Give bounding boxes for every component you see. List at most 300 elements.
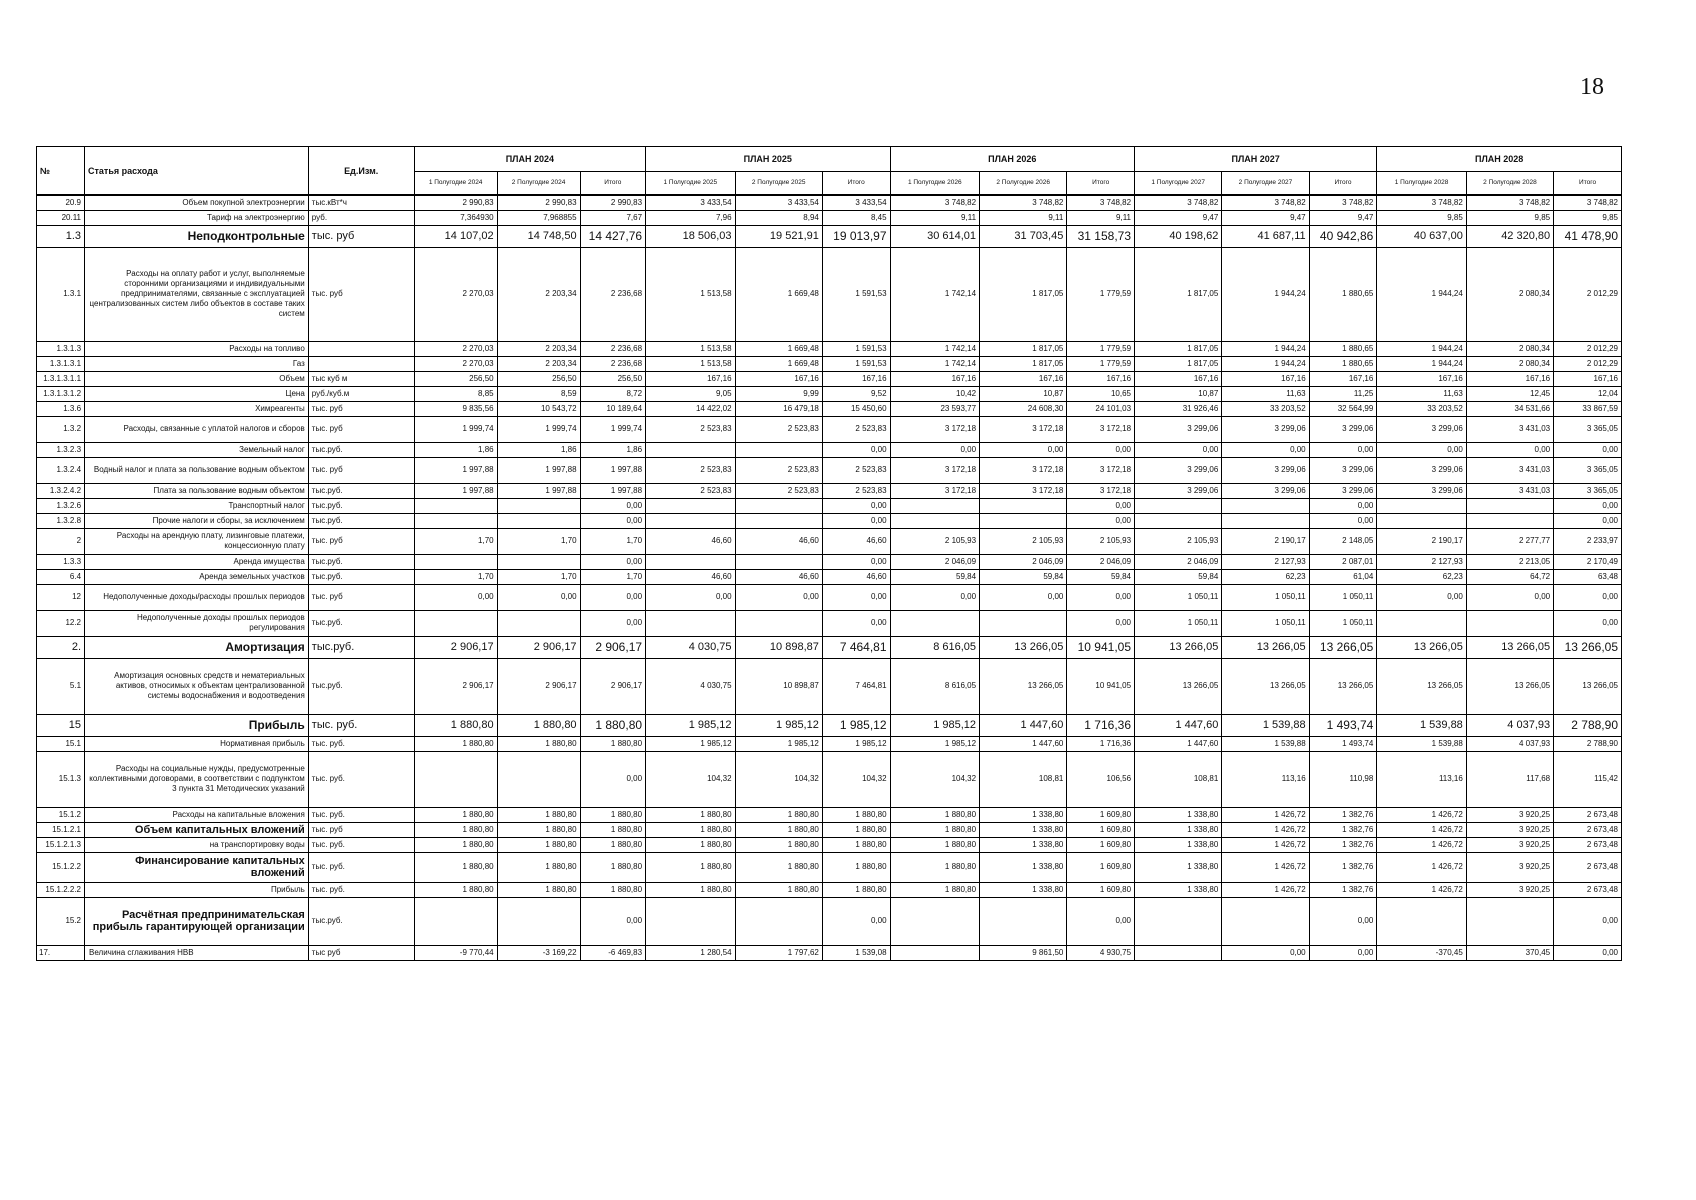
row-code: 1.3.2 [37, 416, 85, 442]
value-cell: 9,47 [1135, 210, 1222, 225]
value-cell: 0,00 [1222, 442, 1309, 457]
value-cell [1135, 897, 1222, 945]
value-cell: 370,45 [1466, 945, 1553, 960]
row-name: Аренда имущества [85, 554, 309, 569]
total-cell: 10 189,64 [580, 401, 645, 416]
value-cell: 104,32 [646, 751, 736, 807]
value-cell: 7,968855 [497, 210, 580, 225]
table-row [37, 554, 1622, 569]
value-cell: 11,63 [1222, 386, 1309, 401]
row-name: на транспортировку воды [85, 837, 309, 852]
value-cell: 1 338,80 [980, 882, 1067, 897]
value-cell [1466, 610, 1553, 636]
row-code: 20.11 [37, 210, 85, 225]
value-cell [1135, 945, 1222, 960]
row-unit: тыс. руб. [308, 837, 414, 852]
total-cell: 2 233,97 [1554, 528, 1622, 554]
total-cell: 0,00 [580, 554, 645, 569]
value-cell [890, 897, 980, 945]
total-cell: 7 464,81 [822, 658, 890, 714]
table-row [37, 483, 1622, 498]
value-cell: 3 748,82 [1466, 195, 1553, 210]
value-cell: 59,84 [1135, 569, 1222, 584]
value-cell: 13 266,05 [980, 658, 1067, 714]
total-cell: 13 266,05 [1554, 658, 1622, 714]
total-cell: 1,70 [580, 569, 645, 584]
value-cell: 42 320,80 [1466, 225, 1553, 247]
total-cell: 0,00 [1309, 897, 1377, 945]
total-cell: 1 880,80 [580, 882, 645, 897]
value-cell: 0,00 [497, 584, 580, 610]
value-cell: 167,16 [1377, 371, 1467, 386]
total-cell: 10 941,05 [1067, 636, 1135, 658]
row-code: 1.3.1 [37, 247, 85, 341]
total-cell: 0,00 [1067, 897, 1135, 945]
value-cell: 1 539,88 [1377, 714, 1467, 736]
total-cell: 33 867,59 [1554, 401, 1622, 416]
value-cell: 113,16 [1222, 751, 1309, 807]
value-cell: 1 985,12 [890, 714, 980, 736]
value-cell: 2 080,34 [1466, 341, 1553, 356]
value-cell: 34 531,66 [1466, 401, 1553, 416]
value-cell: 3 299,06 [1222, 483, 1309, 498]
total-cell: 2 673,48 [1554, 882, 1622, 897]
total-cell: 0,00 [1554, 610, 1622, 636]
total-cell: 2 523,83 [822, 457, 890, 483]
total-cell: 2 990,83 [580, 195, 645, 210]
value-cell: 4 030,75 [646, 658, 736, 714]
value-cell: 2 990,83 [414, 195, 497, 210]
value-cell: 1 742,14 [890, 341, 980, 356]
table-row [37, 822, 1622, 837]
value-cell [1377, 498, 1467, 513]
value-cell [646, 513, 736, 528]
value-cell: 1 880,80 [414, 714, 497, 736]
total-cell: 41 478,90 [1554, 225, 1622, 247]
total-cell: 2 673,48 [1554, 822, 1622, 837]
table-row [37, 658, 1622, 714]
page-number: 18 [1580, 74, 1604, 100]
row-unit: тыс. руб [308, 225, 414, 247]
row-unit [308, 341, 414, 356]
total-cell: 63,48 [1554, 569, 1622, 584]
total-cell: 1 382,76 [1309, 837, 1377, 852]
value-cell: 1 880,80 [497, 822, 580, 837]
total-cell: 3 365,05 [1554, 416, 1622, 442]
table-row [37, 225, 1622, 247]
value-cell [1466, 498, 1553, 513]
value-cell: 2 127,93 [1222, 554, 1309, 569]
value-cell: 1 817,05 [1135, 341, 1222, 356]
row-unit: тыс. руб [308, 416, 414, 442]
total-cell: 1 880,80 [822, 807, 890, 822]
total-cell: 3 365,05 [1554, 457, 1622, 483]
table-row [37, 736, 1622, 751]
total-cell: 0,00 [1067, 513, 1135, 528]
value-cell: 2 213,05 [1466, 554, 1553, 569]
budget-table [36, 146, 1622, 961]
value-cell: 3 920,25 [1466, 807, 1553, 822]
total-cell: 1 985,12 [822, 714, 890, 736]
row-code: 12 [37, 584, 85, 610]
value-cell: 2 080,34 [1466, 247, 1553, 341]
row-unit: тыс. руб [308, 401, 414, 416]
value-cell: 1 944,24 [1377, 341, 1467, 356]
value-cell [1135, 498, 1222, 513]
total-cell: 1 609,80 [1067, 807, 1135, 822]
total-cell: 1 880,80 [580, 736, 645, 751]
value-cell: 1,70 [414, 528, 497, 554]
row-name: Прибыль [85, 882, 309, 897]
value-cell [414, 513, 497, 528]
value-cell: 7,96 [646, 210, 736, 225]
value-cell: 13 266,05 [1222, 658, 1309, 714]
value-cell: 167,16 [735, 371, 822, 386]
row-code: 15.1.2.1 [37, 822, 85, 837]
value-cell: 3 299,06 [1377, 483, 1467, 498]
value-cell [890, 610, 980, 636]
value-cell: 1 944,24 [1222, 356, 1309, 371]
value-cell: 2 523,83 [646, 416, 736, 442]
total-cell: 3 433,54 [822, 195, 890, 210]
value-cell: 41 687,11 [1222, 225, 1309, 247]
total-cell: 0,00 [1067, 610, 1135, 636]
total-cell: 3 748,82 [1554, 195, 1622, 210]
value-cell: 9,99 [735, 386, 822, 401]
value-cell: 2 105,93 [890, 528, 980, 554]
value-cell: 14 107,02 [414, 225, 497, 247]
value-cell: 1 539,88 [1222, 714, 1309, 736]
value-cell: -9 770,44 [414, 945, 497, 960]
row-name: Цена [85, 386, 309, 401]
total-cell: 0,00 [822, 554, 890, 569]
value-cell: 1 880,80 [890, 837, 980, 852]
value-cell: 2 523,83 [735, 416, 822, 442]
value-cell: 2 906,17 [497, 658, 580, 714]
value-cell: 2 105,93 [1135, 528, 1222, 554]
row-unit: тыс. руб [308, 457, 414, 483]
total-cell: 1 779,59 [1067, 247, 1135, 341]
value-cell: 1 050,11 [1135, 610, 1222, 636]
total-cell: 12,04 [1554, 386, 1622, 401]
total-cell: 14 427,76 [580, 225, 645, 247]
value-cell: 2 080,34 [1466, 356, 1553, 371]
row-code: 1.3.2.4 [37, 457, 85, 483]
total-cell: 13 266,05 [1309, 636, 1377, 658]
row-unit: тыс. руб. [308, 852, 414, 882]
row-unit: тыс.руб. [308, 636, 414, 658]
value-cell: 2 203,34 [497, 247, 580, 341]
row-unit: тыс.руб. [308, 513, 414, 528]
value-cell: 1 880,80 [414, 852, 497, 882]
total-cell: 110,98 [1309, 751, 1377, 807]
value-cell [735, 498, 822, 513]
value-cell [1466, 897, 1553, 945]
value-cell: 1 985,12 [646, 736, 736, 751]
value-cell [1222, 498, 1309, 513]
row-unit: тыс. руб. [308, 736, 414, 751]
value-cell: 117,68 [1466, 751, 1553, 807]
row-code: 6.4 [37, 569, 85, 584]
total-cell: 1 880,80 [580, 852, 645, 882]
total-cell: 2 236,68 [580, 341, 645, 356]
value-cell: 9,85 [1377, 210, 1467, 225]
value-cell: 1 944,24 [1377, 247, 1467, 341]
row-unit: тыс куб м [308, 371, 414, 386]
value-cell: 31 926,46 [1135, 401, 1222, 416]
value-cell: 4 037,93 [1466, 736, 1553, 751]
total-cell: 3 299,06 [1309, 457, 1377, 483]
total-cell: 1 382,76 [1309, 852, 1377, 882]
table-row [37, 210, 1622, 225]
value-cell: 1 426,72 [1222, 882, 1309, 897]
half2-header: 2 Полугодие 2024 [497, 172, 580, 196]
row-code: 1.3.3 [37, 554, 85, 569]
row-name: Неподконтрольные [85, 225, 309, 247]
value-cell [980, 610, 1067, 636]
total-cell: 0,00 [822, 498, 890, 513]
value-cell: 9,05 [646, 386, 736, 401]
total-cell: 1 609,80 [1067, 882, 1135, 897]
value-cell: 1 997,88 [414, 483, 497, 498]
value-cell: 1 999,74 [414, 416, 497, 442]
row-name: Расходы на социальные нужды, предусмотренные коллективными договорами, в соответствии с подпунктом 3 пункта 31 Методических указаний [85, 751, 309, 807]
value-cell: 1 997,88 [497, 483, 580, 498]
total-cell: 256,50 [580, 371, 645, 386]
value-cell: 1 985,12 [890, 736, 980, 751]
total-cell: 19 013,97 [822, 225, 890, 247]
total-cell: 1 880,65 [1309, 341, 1377, 356]
row-unit: тыс. руб [308, 584, 414, 610]
value-cell: 2 203,34 [497, 341, 580, 356]
value-cell: 1,70 [497, 569, 580, 584]
total-cell: 0,00 [580, 498, 645, 513]
value-cell [735, 442, 822, 457]
table-row [37, 837, 1622, 852]
row-code: 15.1 [37, 736, 85, 751]
value-cell: 9 861,50 [980, 945, 1067, 960]
total-cell: 2 012,29 [1554, 341, 1622, 356]
total-cell: 2 906,17 [580, 636, 645, 658]
value-cell: 13 266,05 [1135, 658, 1222, 714]
value-cell: 1 426,72 [1377, 807, 1467, 822]
value-cell: 1 338,80 [1135, 852, 1222, 882]
value-cell: 2 046,09 [1135, 554, 1222, 569]
value-cell: 0,00 [980, 442, 1067, 457]
row-unit: тыс. руб [308, 528, 414, 554]
total-cell: 1 880,80 [822, 822, 890, 837]
total-cell: 0,00 [822, 442, 890, 457]
total-cell: 0,00 [1067, 442, 1135, 457]
row-name: Расходы на топливо [85, 341, 309, 356]
table-row [37, 356, 1622, 371]
total-cell: 3 299,06 [1309, 483, 1377, 498]
value-cell: 167,16 [1466, 371, 1553, 386]
row-unit: руб. [308, 210, 414, 225]
table-row [37, 882, 1622, 897]
row-unit: тыс. руб. [308, 714, 414, 736]
value-cell: 3 172,18 [890, 483, 980, 498]
table-row [37, 569, 1622, 584]
total-cell: 46,60 [822, 569, 890, 584]
total-cell: 9,11 [1067, 210, 1135, 225]
total-cell: 3 172,18 [1067, 457, 1135, 483]
row-code: 1.3.2.3 [37, 442, 85, 457]
half1-header: 1 Полугодие 2025 [646, 172, 736, 196]
value-cell: 2 270,03 [414, 247, 497, 341]
value-cell: 2 523,83 [735, 483, 822, 498]
table-row [37, 341, 1622, 356]
value-cell: 1 426,72 [1377, 837, 1467, 852]
value-cell [890, 945, 980, 960]
table-row [37, 386, 1622, 401]
row-code: 2. [37, 636, 85, 658]
value-cell: 1 880,80 [497, 714, 580, 736]
total-cell: 1 382,76 [1309, 822, 1377, 837]
value-cell: 1 880,80 [497, 736, 580, 751]
value-cell: 12,45 [1466, 386, 1553, 401]
value-cell: 1,70 [497, 528, 580, 554]
total-cell: 0,00 [580, 513, 645, 528]
row-name: Расходы на арендную плату, лизинговые платежи, концессионную плату [85, 528, 309, 554]
row-name: Аренда земельных участков [85, 569, 309, 584]
total-header: Итого [822, 172, 890, 196]
total-cell: 0,00 [580, 751, 645, 807]
value-cell: 1 426,72 [1222, 852, 1309, 882]
row-unit: тыс. руб. [308, 807, 414, 822]
table-row [37, 852, 1622, 882]
row-name: Прочие налоги и сборы, за исключением [85, 513, 309, 528]
total-cell: 0,00 [1309, 513, 1377, 528]
row-code: 17. [37, 945, 85, 960]
total-cell: 0,00 [580, 610, 645, 636]
value-cell: 1 426,72 [1377, 882, 1467, 897]
total-cell: 1 716,36 [1067, 736, 1135, 751]
value-cell: 1 880,80 [735, 852, 822, 882]
total-cell: 0,00 [1554, 498, 1622, 513]
row-code: 1.3.2.8 [37, 513, 85, 528]
value-cell: 1 817,05 [980, 356, 1067, 371]
total-cell: 3 299,06 [1309, 416, 1377, 442]
value-cell: 2 105,93 [980, 528, 1067, 554]
total-cell: 1 591,53 [822, 341, 890, 356]
value-cell: 14 748,50 [497, 225, 580, 247]
value-cell [414, 751, 497, 807]
total-header: Итого [1554, 172, 1622, 196]
total-cell: 1 382,76 [1309, 882, 1377, 897]
value-cell: 3 299,06 [1135, 416, 1222, 442]
value-cell: 40 198,62 [1135, 225, 1222, 247]
value-cell: 9,11 [890, 210, 980, 225]
table-body [37, 195, 1622, 960]
total-cell: 2 236,68 [580, 356, 645, 371]
value-cell: 1 050,11 [1222, 610, 1309, 636]
value-cell [890, 513, 980, 528]
plan-header: ПЛАН 2026 [890, 147, 1134, 172]
total-cell: 15 450,60 [822, 401, 890, 416]
value-cell: 1 669,48 [735, 247, 822, 341]
value-cell: 62,23 [1222, 569, 1309, 584]
total-cell: 59,84 [1067, 569, 1135, 584]
value-cell [497, 610, 580, 636]
row-unit: тыс.руб. [308, 483, 414, 498]
value-cell: 1 880,80 [646, 882, 736, 897]
row-name: Тариф на электроэнергию [85, 210, 309, 225]
value-cell: 13 266,05 [1466, 636, 1553, 658]
total-cell: 1 999,74 [580, 416, 645, 442]
total-cell: 3 748,82 [1309, 195, 1377, 210]
value-cell: 62,23 [1377, 569, 1467, 584]
value-cell: 1 880,80 [646, 807, 736, 822]
value-cell: 33 203,52 [1377, 401, 1467, 416]
value-cell: 0,00 [1466, 442, 1553, 457]
value-cell: 1 880,80 [646, 837, 736, 852]
value-cell: 1 880,80 [497, 852, 580, 882]
value-cell: 1 880,80 [890, 822, 980, 837]
value-cell: 13 266,05 [980, 636, 1067, 658]
total-cell: 1 880,65 [1309, 247, 1377, 341]
total-cell: 10,65 [1067, 386, 1135, 401]
value-cell [414, 554, 497, 569]
total-cell: 40 942,86 [1309, 225, 1377, 247]
value-cell: 1 669,48 [735, 356, 822, 371]
value-cell: 33 203,52 [1222, 401, 1309, 416]
value-cell: 3 299,06 [1377, 416, 1467, 442]
value-cell: 3 748,82 [1377, 195, 1467, 210]
row-code: 12.2 [37, 610, 85, 636]
row-name: Финансирование капитальных вложений [85, 852, 309, 882]
value-cell: 24 608,30 [980, 401, 1067, 416]
value-cell: 3 748,82 [1222, 195, 1309, 210]
value-cell: 1 944,24 [1222, 247, 1309, 341]
value-cell: 113,16 [1377, 751, 1467, 807]
value-cell [497, 513, 580, 528]
value-cell [497, 498, 580, 513]
value-cell [1222, 897, 1309, 945]
value-cell: 46,60 [646, 528, 736, 554]
value-cell: 1 817,05 [980, 247, 1067, 341]
value-cell: 167,16 [980, 371, 1067, 386]
value-cell: 23 593,77 [890, 401, 980, 416]
col-name-header: Статья расхода [85, 147, 309, 196]
row-code: 1.3.6 [37, 401, 85, 416]
total-cell: 2 236,68 [580, 247, 645, 341]
row-unit: тыс.руб. [308, 554, 414, 569]
row-name: Плата за пользование водным объектом [85, 483, 309, 498]
total-cell: 1 609,80 [1067, 837, 1135, 852]
total-cell: 2 046,09 [1067, 554, 1135, 569]
row-unit: тыс. руб [308, 247, 414, 341]
total-cell: 1 382,76 [1309, 807, 1377, 822]
value-cell: 1 985,12 [646, 714, 736, 736]
value-cell: 3 299,06 [1222, 457, 1309, 483]
row-code: 1.3.1.3 [37, 341, 85, 356]
table-row [37, 714, 1622, 736]
value-cell: 1 880,80 [497, 837, 580, 852]
row-name: Нормативная прибыль [85, 736, 309, 751]
value-cell [414, 610, 497, 636]
total-cell: 2 673,48 [1554, 852, 1622, 882]
value-cell: 14 422,02 [646, 401, 736, 416]
value-cell: 3 433,54 [735, 195, 822, 210]
total-cell: 0,00 [1554, 513, 1622, 528]
value-cell: 3 920,25 [1466, 882, 1553, 897]
total-cell: 1 997,88 [580, 483, 645, 498]
total-cell: 0,00 [1309, 945, 1377, 960]
value-cell: 3 299,06 [1222, 416, 1309, 442]
value-cell: 8,85 [414, 386, 497, 401]
total-cell: 0,00 [1554, 442, 1622, 457]
